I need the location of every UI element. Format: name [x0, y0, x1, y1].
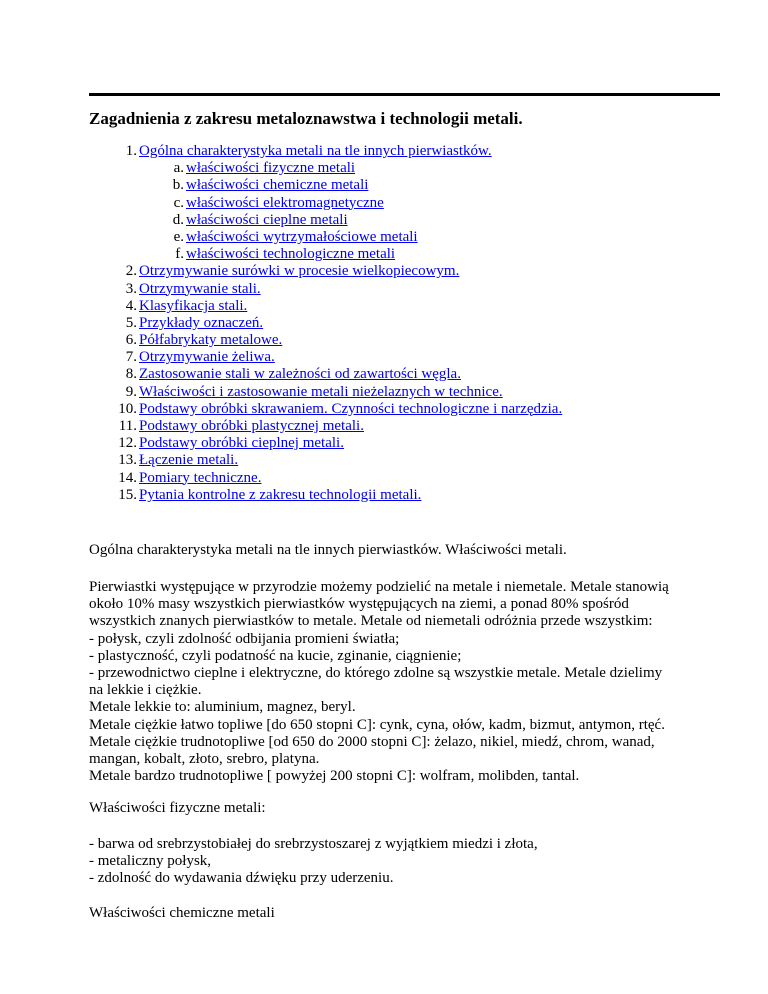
- toc-link-heat-treatment[interactable]: Podstawy obróbki cieplnej metali.: [139, 435, 344, 452]
- toc-subitem: e. właściwości wytrzymałościowe metali: [173, 228, 418, 245]
- toc-link-technical-measurements[interactable]: Pomiary techniczne.: [139, 469, 262, 486]
- toc-link-chemical-properties[interactable]: właściwości chemiczne metali: [186, 177, 369, 194]
- toc-item: 11. Podstawy obróbki plastycznej metali.: [118, 418, 364, 434]
- toc-link-plastic-working[interactable]: Podstawy obróbki plastycznej metali.: [139, 418, 364, 434]
- toc-subitem: f. właściwości technologiczne metali: [175, 246, 396, 263]
- toc-subitem: d. właściwości cieplne metali: [172, 211, 348, 228]
- paragraph-line: około 10% masy wszystkich pierwiastków występujących na ziemi, a ponad 80% spośród: [89, 596, 629, 613]
- list-item: - zdolność do wydawania dźwięku przy uderzeniu.: [89, 870, 394, 887]
- toc-item: 1. Ogólna charakterystyka metali na tle innych pierwiastków.: [125, 143, 492, 159]
- toc-item: 15. Pytania kontrolne z zakresu technologii metali.: [118, 486, 422, 503]
- list-item: - metaliczny połysk,: [89, 853, 212, 870]
- paragraph-line: - przewodnictwo cieplne i elektryczne, do którego zdolne są wszystkie metale. Metale dzielimy: [89, 665, 663, 682]
- toc-link-pig-iron[interactable]: Otrzymywanie surówki w procesie wielkopiecowym.: [139, 263, 460, 280]
- paragraph-line: - plastyczność, czyli podatność na kucie, zginanie, ciągnienie;: [89, 647, 462, 664]
- toc-item: 14. Pomiary techniczne.: [118, 469, 262, 486]
- toc-link-non-ferrous-metals[interactable]: Właściwości i zastosowanie metali nieżelaznych w technice.: [139, 383, 503, 400]
- intro-paragraph: [89, 579, 729, 785]
- toc-item: 5. Przykłady oznaczeń.: [125, 314, 264, 331]
- toc-link-electromagnetic-properties[interactable]: właściwości elektromagnetyczne: [186, 194, 384, 211]
- paragraph-line: Metale lekkie to: aluminium, magnez, beryl.: [89, 699, 356, 716]
- top-rule: [89, 93, 720, 96]
- toc-link-steel-production[interactable]: Otrzymywanie stali.: [139, 280, 261, 297]
- toc-item: 4. Klasyfikacja stali.: [125, 297, 248, 314]
- toc-subitem: a. właściwości fizyczne metali: [173, 160, 356, 177]
- toc-link-steel-classification[interactable]: Klasyfikacja stali.: [139, 297, 248, 314]
- toc-subitem: b. właściwości chemiczne metali: [172, 177, 369, 194]
- document-heading: Zagadnienia z zakresu metaloznawstwa i technologii metali.: [89, 109, 523, 128]
- chemical-properties-title: Właściwości chemiczne metali: [89, 905, 275, 921]
- paragraph-line: Metale ciężkie łatwo topliwe [do 650 stopni C]: cynk, cyna, ołów, kadm, bizmut, antymon, rtęć.: [89, 716, 665, 733]
- toc-link-machining[interactable]: Podstawy obróbki skrawaniem. Czynności technologiczne i narzędzia.: [139, 400, 563, 417]
- paragraph-line: na lekkie i ciężkie.: [89, 682, 202, 699]
- toc-link-semi-products[interactable]: Półfabrykaty metalowe.: [139, 332, 283, 349]
- toc-item: 13. Łączenie metali.: [118, 452, 239, 469]
- toc-link-steel-carbon-use[interactable]: Zastosowanie stali w zależności od zawartości węgla.: [139, 366, 461, 383]
- toc-link-cast-iron[interactable]: Otrzymywanie żeliwa.: [139, 349, 275, 366]
- paragraph-line: - połysk, czyli zdolność odbijania promieni światła;: [89, 630, 400, 647]
- paragraph-line: mangan, kobalt, złoto, srebro, platyna.: [89, 751, 320, 768]
- paragraph-line: wszystkich znanych pierwiastków to metale. Metale od niemetali odróżnia przede wszystkim:: [89, 613, 653, 630]
- toc-link-designation-examples[interactable]: Przykłady oznaczeń.: [139, 314, 264, 331]
- toc-item: 2. Otrzymywanie surówki w procesie wielkopiecowym.: [125, 263, 460, 280]
- toc-link-physical-properties[interactable]: właściwości fizyczne metali: [186, 160, 356, 177]
- toc-link-general-characteristics[interactable]: Ogólna charakterystyka metali na tle innych pierwiastków.: [139, 143, 492, 159]
- toc-item: 12. Podstawy obróbki cieplnej metali.: [118, 435, 344, 452]
- physical-properties-title: Właściwości fizyczne metali:: [89, 800, 266, 816]
- section-title: Ogólna charakterystyka metali na tle innych pierwiastków. Właściwości metali.: [89, 542, 567, 558]
- toc-item: 7. Otrzymywanie żeliwa.: [125, 349, 275, 366]
- toc-item: 6. Półfabrykaty metalowe.: [125, 332, 283, 349]
- toc-item: 9. Właściwości i zastosowanie metali nieżelaznych w technice.: [125, 383, 503, 400]
- toc-item: 10. Podstawy obróbki skrawaniem. Czynności technologiczne i narzędzia.: [118, 400, 563, 417]
- toc-link-strength-properties[interactable]: właściwości wytrzymałościowe metali: [186, 228, 418, 245]
- toc-link-joining-metals[interactable]: Łączenie metali.: [139, 452, 239, 469]
- physical-properties-list: [89, 836, 729, 888]
- paragraph-line: Metale bardzo trudnotopliwe [ powyżej 200 stopni C]: wolfram, molibden, tantal.: [89, 768, 580, 785]
- toc-item: 3. Otrzymywanie stali.: [125, 280, 261, 297]
- table-of-contents: [107, 143, 707, 504]
- paragraph-line: Pierwiastki występujące w przyrodzie możemy podzielić na metale i niemetale. Metale stanowią: [89, 579, 669, 595]
- list-item: - barwa od srebrzystobiałej do srebrzystoszarej z wyjątkiem miedzi i złota,: [89, 836, 538, 852]
- toc-subitem: c. właściwości elektromagnetyczne: [173, 194, 384, 211]
- toc-link-thermal-properties[interactable]: właściwości cieplne metali: [186, 211, 348, 228]
- toc-link-technological-properties[interactable]: właściwości technologiczne metali: [186, 246, 396, 263]
- toc-link-control-questions[interactable]: Pytania kontrolne z zakresu technologii metali.: [139, 486, 422, 503]
- paragraph-line: Metale ciężkie trudnotopliwe [od 650 do 2000 stopni C]: żelazo, nikiel, miedź, chrom, wanad,: [89, 733, 655, 750]
- toc-item: 8. Zastosowanie stali w zależności od zawartości węgla.: [125, 366, 461, 383]
